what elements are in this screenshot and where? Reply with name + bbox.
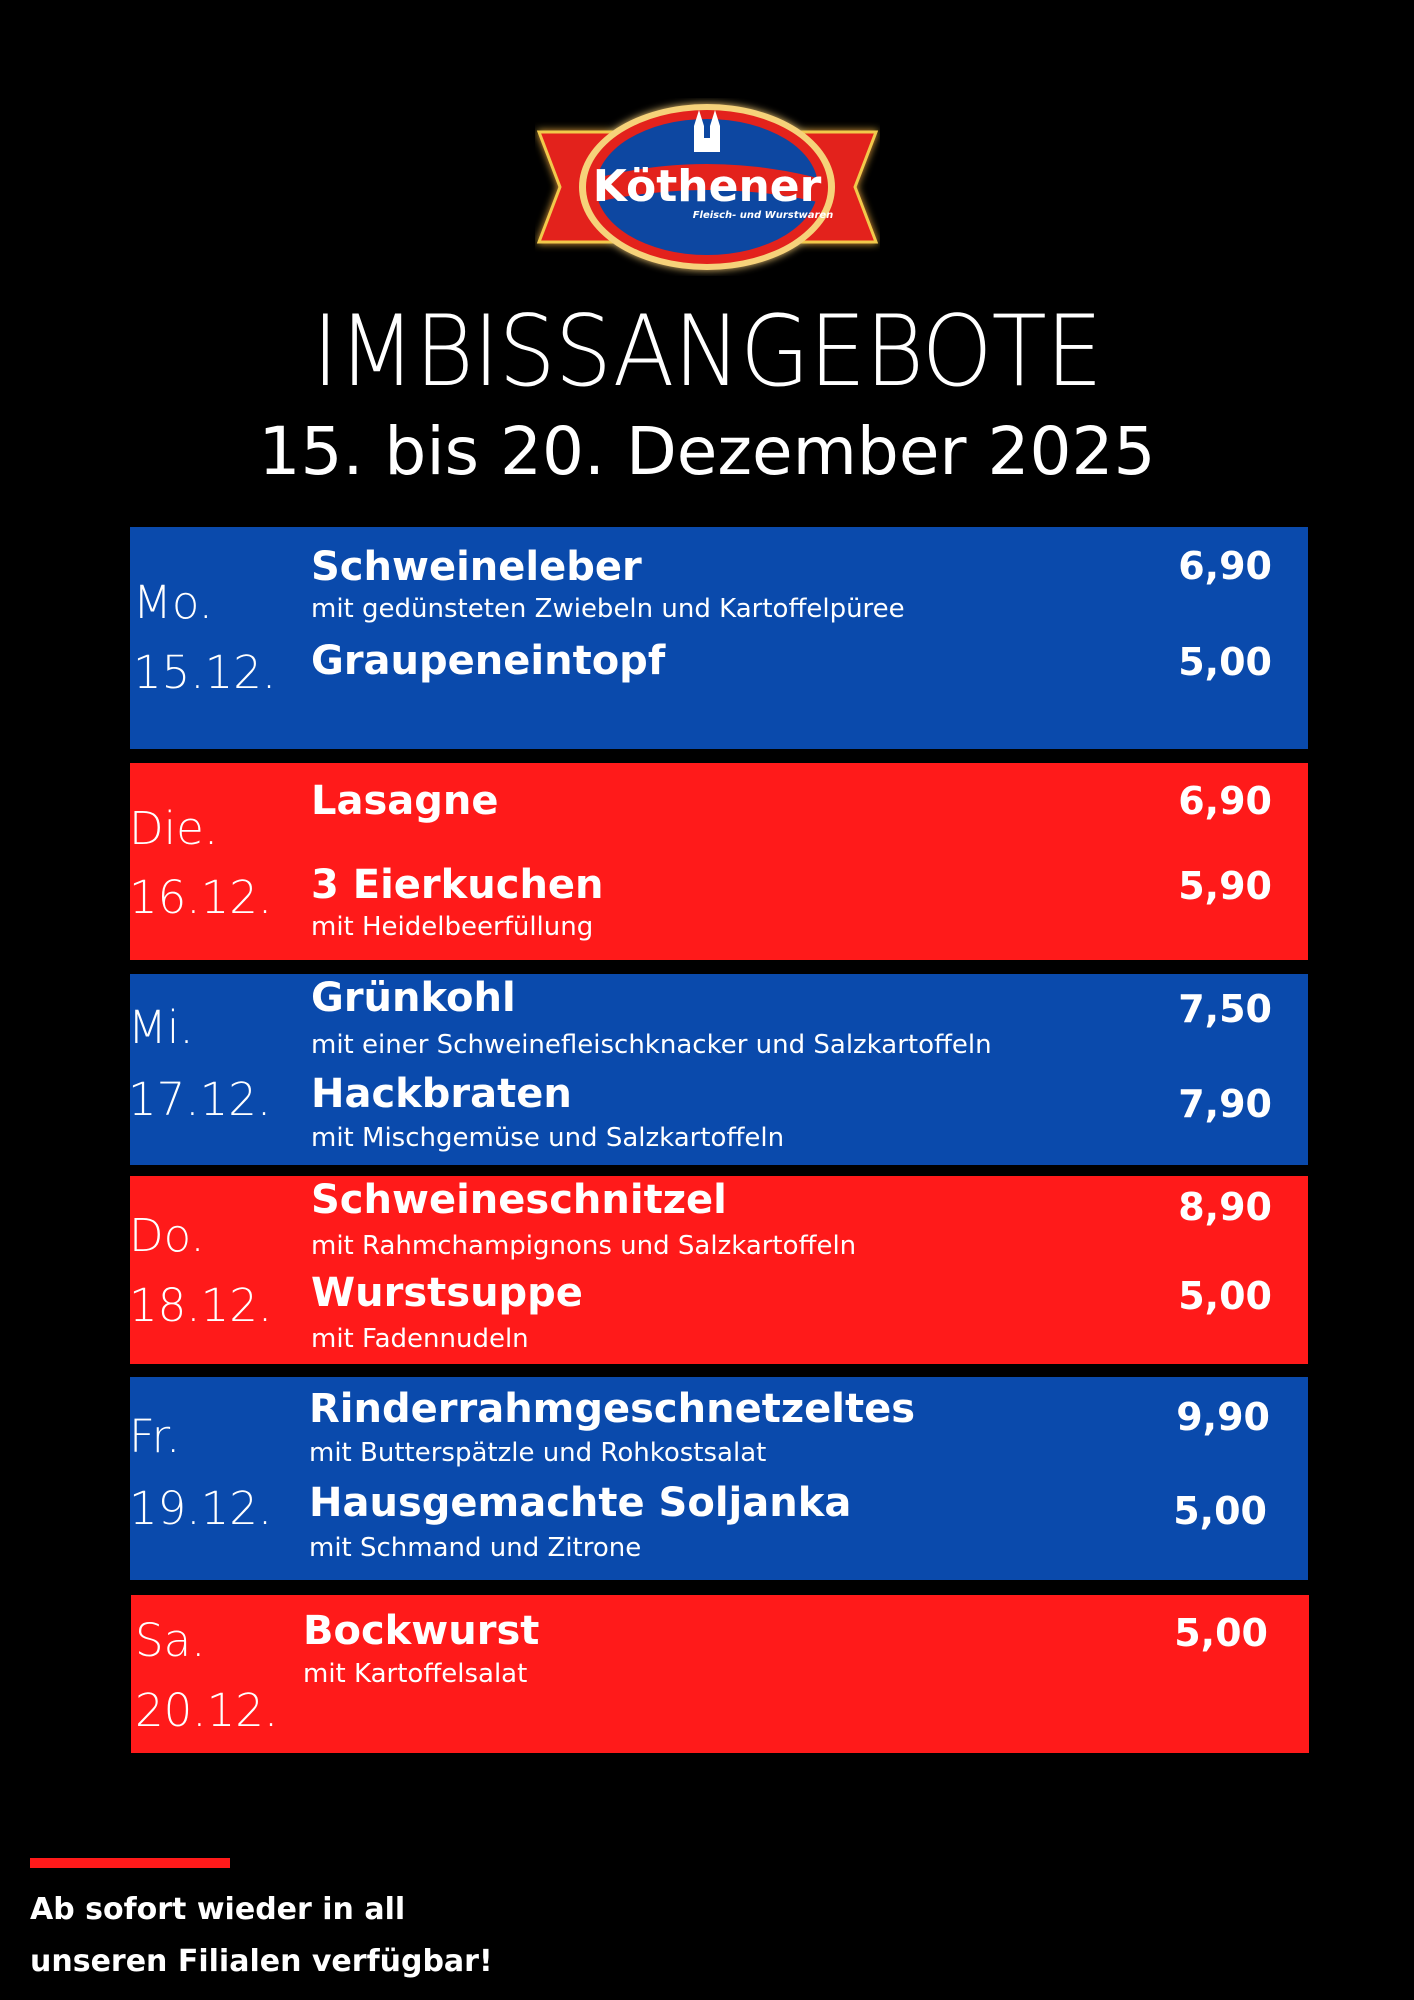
- day-block-wednesday: [130, 974, 1308, 1165]
- dish-name: Graupeneintopf: [311, 638, 666, 684]
- day-date: 16.12.: [129, 871, 273, 924]
- dish-name: Hackbraten: [311, 1071, 572, 1117]
- day-date: 17.12.: [128, 1073, 272, 1126]
- dish-name: Bockwurst: [303, 1608, 540, 1654]
- dish-name: Rinderrahmgeschnetzeltes: [309, 1386, 916, 1432]
- dish-price: 6,90: [1178, 779, 1272, 823]
- day-block-tuesday: [130, 763, 1308, 960]
- dish-name: Grünkohl: [311, 975, 516, 1021]
- logo-tagline: Fleisch- und Wurstwaren: [692, 210, 834, 221]
- dish-price: 7,90: [1178, 1082, 1272, 1126]
- availability-note-line2: unseren Filialen verfügbar!: [30, 1944, 493, 1979]
- dish-price: 5,00: [1174, 1611, 1268, 1655]
- dish-price: 5,00: [1178, 1274, 1272, 1318]
- day-date: 20.12.: [135, 1684, 279, 1737]
- day-name: Fr.: [129, 1410, 181, 1463]
- day-block-saturday: [131, 1595, 1309, 1753]
- day-date: 19.12.: [129, 1482, 273, 1535]
- dish-name: Hausgemachte Soljanka: [309, 1480, 852, 1526]
- page-title: IMBISSANGEBOTE: [312, 295, 1102, 409]
- footer-accent-bar: [30, 1858, 230, 1868]
- day-date: 15.12.: [133, 646, 277, 699]
- dish-name: Wurstsuppe: [311, 1270, 583, 1316]
- dish-price: 5,00: [1178, 640, 1272, 684]
- dish-price: 6,90: [1178, 544, 1272, 588]
- dish-name: 3 Eierkuchen: [311, 862, 604, 908]
- dish-price: 9,90: [1176, 1395, 1270, 1439]
- date-range: 15. bis 20. Dezember 2025: [258, 413, 1156, 490]
- day-name: Die.: [129, 802, 219, 855]
- dish-price: 5,00: [1173, 1489, 1267, 1533]
- dish-description: mit Schmand und Zitrone: [309, 1533, 642, 1563]
- availability-note-line1: Ab sofort wieder in all: [30, 1892, 406, 1927]
- day-block-friday: [130, 1377, 1308, 1580]
- logo-wordmark: Köthener: [592, 161, 822, 212]
- dish-price: 5,90: [1178, 864, 1272, 908]
- dish-name: Lasagne: [311, 778, 499, 824]
- dish-name: Schweineschnitzel: [311, 1177, 727, 1223]
- dish-description: mit gedünsteten Zwiebeln und Kartoffelpüree: [311, 594, 905, 624]
- day-name: Mi.: [128, 1001, 194, 1054]
- day-name: Mo.: [133, 576, 213, 629]
- dish-description: mit einer Schweinefleischknacker und Salzkartoffeln: [311, 1030, 992, 1060]
- day-block-monday: [130, 527, 1308, 749]
- dish-description: mit Fadennudeln: [311, 1324, 529, 1354]
- dish-name: Schweineleber: [311, 544, 642, 590]
- dish-description: mit Rahmchampignons und Salzkartoffeln: [311, 1231, 857, 1261]
- day-name: Sa.: [135, 1614, 206, 1667]
- day-block-thursday: [130, 1176, 1308, 1364]
- dish-description: mit Mischgemüse und Salzkartoffeln: [311, 1123, 785, 1153]
- dish-price: 8,90: [1178, 1185, 1272, 1229]
- day-name: Do.: [129, 1209, 205, 1262]
- dish-description: mit Kartoffelsalat: [303, 1659, 528, 1689]
- availability-note: [30, 1884, 493, 1988]
- dish-price: 7,50: [1178, 987, 1272, 1031]
- dish-description: mit Butterspätzle und Rohkostsalat: [309, 1438, 767, 1468]
- koethener-logo: [535, 98, 880, 276]
- day-date: 18.12.: [129, 1279, 273, 1332]
- dish-description: mit Heidelbeerfüllung: [311, 912, 594, 942]
